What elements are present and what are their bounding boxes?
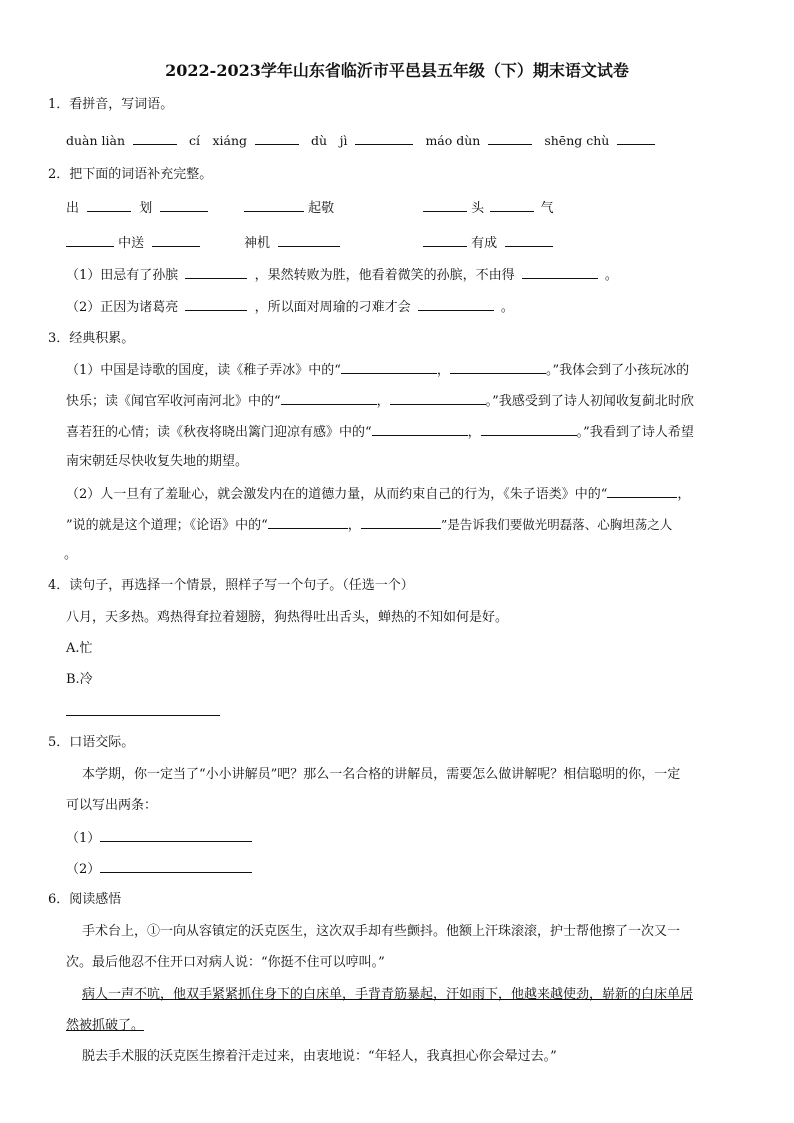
answer-blank[interactable] bbox=[423, 233, 467, 247]
q5-text-1: 本学期，你一定当了“小小讲解员”吧？那么一名合格的讲解员，需要怎么做讲解呢？相信聪明的你，一定 bbox=[82, 767, 681, 782]
sentence-text: ， bbox=[467, 425, 481, 440]
answer-blank[interactable] bbox=[481, 422, 577, 436]
q1-pinyin-row bbox=[66, 131, 655, 150]
idiom-char: 头 bbox=[471, 201, 485, 216]
q5-item-1 bbox=[66, 828, 252, 848]
q5-text-2: 可以写出两条： bbox=[66, 798, 158, 813]
pinyin-3: dù jì bbox=[311, 133, 348, 148]
answer-blank[interactable] bbox=[607, 484, 677, 498]
answer-blank[interactable] bbox=[66, 702, 220, 716]
q2-sentence-1 bbox=[66, 265, 618, 285]
item-number: （2） bbox=[66, 862, 101, 877]
pinyin-2: cí xiáng bbox=[189, 133, 248, 148]
answer-blank[interactable] bbox=[281, 391, 377, 405]
idiom-youcheng bbox=[423, 233, 553, 253]
idiom-char: 中送 bbox=[118, 236, 145, 251]
sentence-text: ，果然转败为胜，他看着微笑的孙膑，不由得 bbox=[254, 268, 515, 283]
q3-label: 3．经典积累。 bbox=[48, 331, 135, 346]
pinyin-5: shēng chù bbox=[544, 133, 610, 148]
idiom-shenji bbox=[244, 233, 340, 253]
q3-line-3 bbox=[66, 422, 694, 442]
answer-blank[interactable] bbox=[244, 198, 304, 212]
sentence-text: ， bbox=[677, 487, 691, 502]
q4-option-b[interactable]: B.冷 bbox=[66, 672, 93, 687]
pinyin-1: duàn liàn bbox=[66, 133, 126, 148]
idiom-char: 气 bbox=[540, 201, 554, 216]
sentence-text: ”说的就是这个道理；《论语》中的“ bbox=[66, 518, 268, 533]
answer-blank[interactable] bbox=[341, 360, 437, 374]
answer-blank[interactable] bbox=[66, 233, 114, 247]
answer-blank[interactable] bbox=[100, 828, 252, 842]
answer-blank[interactable] bbox=[100, 859, 252, 873]
answer-blank[interactable] bbox=[133, 131, 177, 145]
answer-blank[interactable] bbox=[490, 198, 534, 212]
idiom-chu-hua bbox=[66, 198, 212, 218]
q1-label: 1．看拼音，写词语。 bbox=[48, 97, 174, 112]
idiom-qijing bbox=[244, 198, 334, 218]
sentence-text: （2）人一旦有了羞耻心，就会激发内在的道德力量，从而约束自己的行为，《朱子语类》中的“ bbox=[66, 487, 608, 502]
sentence-text: ， bbox=[347, 518, 361, 533]
q4-option-a[interactable]: A.忙 bbox=[66, 641, 93, 656]
q2-sentence-2 bbox=[66, 297, 514, 317]
idiom-zhongsong bbox=[66, 233, 200, 253]
sentence-text: （2）正因为诸葛亮 bbox=[66, 300, 179, 315]
idiom-char: 起敬 bbox=[308, 201, 335, 216]
answer-blank[interactable] bbox=[617, 131, 655, 145]
item-number: （1） bbox=[66, 831, 101, 846]
sentence-text: 。”我体会到了小孩玩冰的 bbox=[545, 363, 690, 378]
idiom-char: 神机 bbox=[244, 236, 271, 251]
answer-blank[interactable] bbox=[488, 131, 532, 145]
q3-line-2 bbox=[66, 391, 694, 411]
answer-blank[interactable] bbox=[160, 198, 208, 212]
answer-blank[interactable] bbox=[87, 198, 131, 212]
answer-blank[interactable] bbox=[505, 233, 553, 247]
q3-line-7: 。 bbox=[64, 547, 78, 562]
idiom-char: 有成 bbox=[471, 236, 498, 251]
q6-para-1-line-2: 次。最后他忍不住开口对病人说：“你挺不住可以哼叫。” bbox=[66, 955, 385, 970]
answer-blank[interactable] bbox=[355, 131, 413, 145]
page-title: 2022-2023学年山东省临沂市平邑县五年级（下）期末语文试卷 bbox=[165, 61, 629, 80]
sentence-text: ”是告诉我们要做光明磊落、心胸坦荡之人 bbox=[440, 517, 673, 532]
q3-line-4: 南宋朝廷尽快收复失地的期望。 bbox=[66, 454, 249, 469]
sentence-text: 喜若狂的心情；读《秋夜将晓出篱门迎凉有感》中的“ bbox=[66, 425, 372, 440]
sentence-text: （1）田忌有了孙膑 bbox=[66, 268, 179, 283]
answer-blank[interactable] bbox=[255, 131, 299, 145]
sentence-text: 。 bbox=[604, 268, 618, 283]
answer-blank[interactable] bbox=[372, 422, 468, 436]
idiom-tou-qi bbox=[423, 198, 553, 218]
answer-blank[interactable] bbox=[390, 391, 486, 405]
answer-blank[interactable] bbox=[423, 198, 467, 212]
sentence-text: ， bbox=[376, 394, 390, 409]
answer-blank[interactable] bbox=[268, 515, 348, 529]
q5-label: 5．口语交际。 bbox=[48, 735, 135, 750]
idiom-char: 划 bbox=[139, 201, 153, 216]
idiom-char: 出 bbox=[66, 201, 80, 216]
pinyin-4: máo dùn bbox=[425, 133, 481, 148]
answer-blank[interactable] bbox=[450, 360, 546, 374]
sentence-text: 。 bbox=[500, 300, 514, 315]
answer-blank[interactable] bbox=[361, 515, 441, 529]
sentence-text: 快乐；读《闻官军收河南河北》中的“ bbox=[66, 394, 281, 409]
sentence-text: 。”我看到了诗人希望 bbox=[576, 425, 694, 440]
q3-line-5 bbox=[66, 484, 690, 504]
answer-blank[interactable] bbox=[278, 233, 340, 247]
sentence-text: ，所以面对周瑜的刁难才会 bbox=[254, 300, 411, 315]
answer-blank[interactable] bbox=[185, 297, 247, 311]
q6-para-1-line-1: 手术台上，①一向从容镇定的沃克医生，这次双手却有些颤抖。他额上汗珠滚滚，护士帮他擦了一次又一 bbox=[82, 924, 681, 939]
sentence-text: 。”我感受到了诗人初闻收复蓟北时欣 bbox=[485, 394, 694, 409]
answer-blank[interactable] bbox=[522, 265, 598, 279]
sentence-text: ， bbox=[436, 363, 450, 378]
q6-underlined-line-1: 病人一声不吭，他双手紧紧抓住身下的白床单，手背青筋暴起，汗如雨下，他越来越使劲，崭新的白床单居 bbox=[82, 987, 694, 1002]
q3-line-1 bbox=[66, 360, 689, 380]
q4-example-sentence: 八月，天多热。鸡热得耷拉着翅膀，狗热得吐出舌头，蝉热的不知如何是好。 bbox=[66, 610, 509, 625]
q6-para-3-line-1: 脱去手术服的沃克医生擦着汗走过来，由衷地说：“年轻人，我真担心你会晕过去。” bbox=[82, 1049, 557, 1064]
q6-label: 6．阅读感悟 bbox=[48, 892, 122, 907]
answer-blank[interactable] bbox=[152, 233, 200, 247]
answer-blank[interactable] bbox=[185, 265, 247, 279]
answer-blank[interactable] bbox=[418, 297, 494, 311]
q4-answer-line[interactable] bbox=[66, 702, 220, 722]
q6-underlined-line-2: 然被抓破了。 bbox=[66, 1018, 145, 1033]
q4-label: 4．读句子，再选择一个情景，照样子写一个句子。（任选一个） bbox=[48, 578, 414, 593]
q3-line-6 bbox=[66, 515, 672, 535]
q5-item-2 bbox=[66, 859, 252, 879]
q2-label: 2．把下面的词语补充完整。 bbox=[48, 167, 213, 182]
sentence-text: （1）中国是诗歌的国度，读《稚子弄冰》中的“ bbox=[66, 363, 341, 378]
